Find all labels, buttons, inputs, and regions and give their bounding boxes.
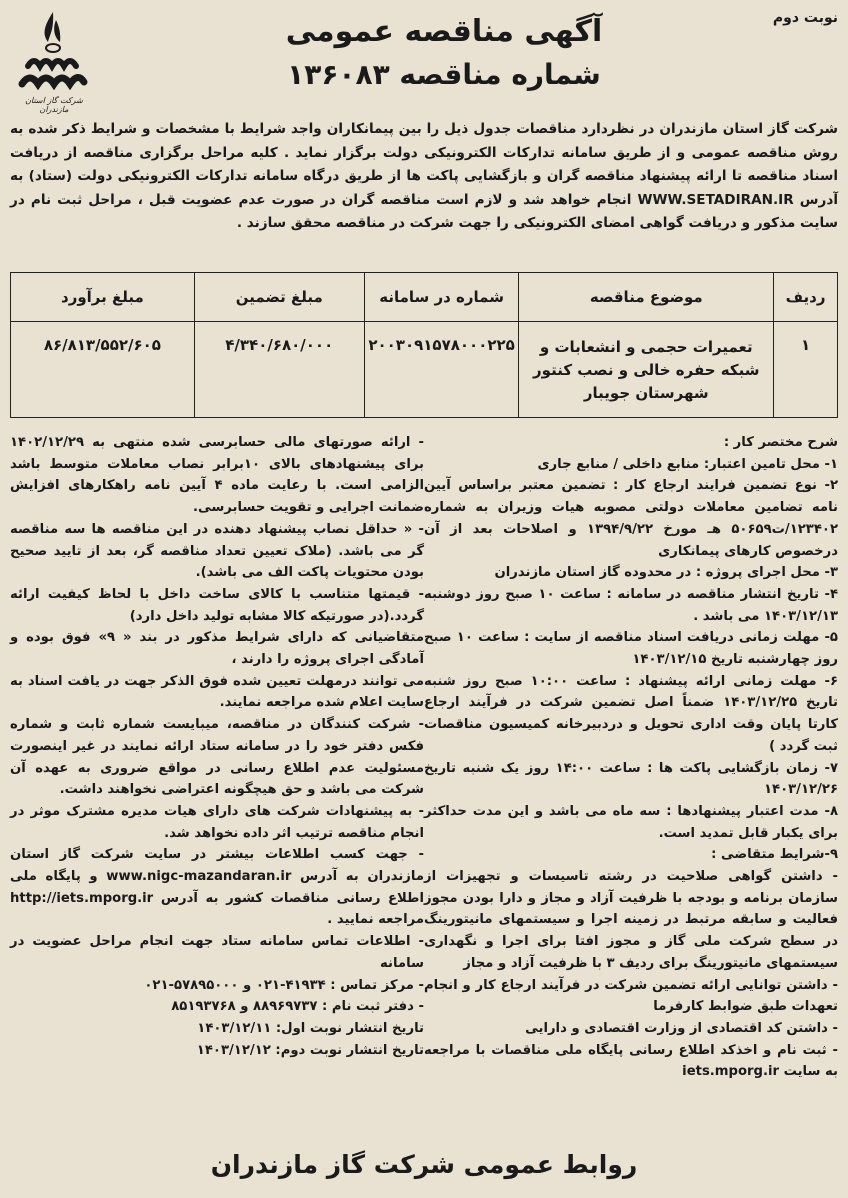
list-item: تاریخ انتشار نوبت اول: ۱۴۰۳/۱۲/۱۱: [197, 1020, 424, 1036]
list-item: - اطلاعات تماس سامانه ستاد جهت انجام مراحل عضویت در سامانه: [10, 934, 424, 971]
list-item: - شرکت کنندگان در مناقصه، میبایست شماره ثابت و شماره فکس دفتر خود را در سامانه ستاد ارائه نمایند در غیر اینصورت مسئولیت عدم اطلاع رسانی در مواقع ضروری به عهده آن شرکت می باشد و حق هیچگونه اعتراضی نخواهند داشت.: [10, 717, 424, 798]
footer-signature: روابط عمومی شرکت گاز مازندران: [210, 1150, 638, 1179]
list-item: ۴- تاریخ انتشار مناقصه در سامانه : ساعت ۱۰ صبح روز دوشنبه ۱۴۰۳/۱۲/۱۳ می باشد .: [424, 586, 839, 624]
list-item: - ارائه صورتهای مالی حسابرسی شده منتهی به ۱۴۰۲/۱۲/۲۹ برای پیشنهادهای بالای ۱۰برابر نصاب معاملات متوسط باشد الزامی است. با رعایت ماده ۴ آیین نامه راهکارهای افزایش ضمانت اجرایی و تقویت حسابرسی.: [10, 435, 425, 516]
header-guarantee: مبلغ تضمین: [194, 273, 364, 322]
list-item: - داشتن توانایی ارائه تضمین شرکت در فرآیند ارجاع کار و انجام تعهدات طبق ضوابط کارفرما: [424, 977, 838, 1015]
cell-estimate: ۸۶/۸۱۳/۵۵۲/۶۰۵: [11, 322, 195, 418]
list-item: ۳- محل اجرای پروژه : در محدوده گاز استان مازندران: [494, 565, 838, 581]
list-item: - داشتن گواهی صلاحیت در رشته تاسیسات و تجهیزات از سازمان برنامه و بودجه با ظرفیت آزاد و مجاز و دارا بودن مجوز فعالیت و سابقه مرتبط در زمینه اجرا و سیستمهای مانیتورینگ در سطح شرکت ملی گاز و مجوز افتا برای اجرا و نگهداری سیستمهای مانیتورینگ برای ردیف ۳ با ظرفیت آزاد و مجاز: [424, 869, 838, 971]
list-item: ۷- زمان بازگشایی پاکت ها : ساعت ۱۴:۰۰ روز یک شنبه تاریخ ۱۴۰۳/۱۲/۲۶: [424, 760, 838, 798]
list-item: ۸- مدت اعتبار پیشنهادها : سه ماه می باشد و این مدت حداکثر برای یکبار قابل تمدید است.: [424, 803, 838, 841]
list-item: می توانند درمهلت تعیین شده فوق الذکر جهت در یافت اسناد به سایت اعلام شده مراجعه نمایند.: [10, 673, 424, 711]
header-system-number: شماره در سامانه: [364, 273, 519, 322]
table-row: [11, 322, 838, 418]
logo-caption: شرکت گاز استان مازندران: [25, 96, 83, 114]
list-item: - قیمتها متناسب با کالای ساخت داخل با لحاظ کیفیت ارائه گردد.(در صورتیکه کالا مشابه تولید داخل دارد): [10, 586, 424, 624]
publication-round: نوبت دوم: [772, 10, 838, 26]
list-item: ۶- مهلت زمانی ارائه پیشنهاد : ساعت ۱۰:۰۰ صبح روز شنبه تاریخ ۱۴۰۳/۱۲/۲۵ ضمناً اصل تضمین شرکت در فرآیند ارجاع کارتا پایان وقت اداری تحویل و دردبیرخانه کمیسیون مناقصات ثبت گردد ): [424, 673, 838, 754]
list-item: متقاضیانی که دارای شرایط مذکور در بند « ۹» فوق بوده و آمادگی اجرای پروژه را دارند ،: [10, 630, 424, 668]
cell-row-number: ۱: [774, 322, 838, 418]
tender-table: [10, 272, 838, 418]
list-item: - به پیشنهادات شرکت های دارای هیات مدیره مشترک موثر در انجام مناقصه ترتیب اثر داده نخواهد شد.: [10, 803, 424, 841]
list-item: ۹-شرایط متقاضی :: [711, 847, 838, 863]
list-item: - دفتر ثبت نام : ۸۸۹۶۹۷۳۷ و ۸۵۱۹۳۷۶۸: [171, 999, 424, 1015]
cell-system-number: ۲۰۰۳۰۹۱۵۷۸۰۰۰۲۲۵: [364, 322, 519, 418]
list-item: ۵- مهلت زمانی دریافت اسناد مناقصه از سایت : ساعت ۱۰ صبح روز چهارشنبه تاریخ ۱۴۰۳/۱۲/۱۵: [424, 630, 838, 668]
tender-table-header-row: [11, 273, 838, 322]
header-row-number: ردیف: [774, 273, 838, 322]
tender-number: شماره مناقصه ۱۳۶۰۸۳: [287, 58, 601, 91]
header-subject: موضوع مناقصه: [519, 273, 774, 322]
notice-title: آگهی مناقصه عمومی: [285, 14, 603, 49]
list-item: شرح مختصر کار :: [723, 435, 838, 450]
conditions-column: [10, 432, 424, 1061]
intro-paragraph: شرکت گاز استان مازندران در نظردارد مناقصات جدول ذیل را بین پیمانکاران واجد شرایط با مشخصات و شرایط ذکر شده به روش مناقصه عمومی و از طریق سامانه تدارکات الکترونیکی دولت برگزار نماید . کلیه مراحل برگزاری مناقصه از دریافت اسناد مناقصه تا ارائه پیشنهاد مناقصه گران و بازگشایی پاکت ها از طریق درگاه سامانه تدارکات الکترونیکی دولت (ستاد) به آدرس WWW.SETADIRAN.IR انجام خواهد شد و لازم است مناقصه گران در صورت عدم عضویت قبل ، مراحل ثبت نام در سایت مذکور و دریافت گواهی امضای الکترونیکی را جهت شرکت در مناقصه محقق سازند .: [10, 121, 838, 232]
list-item: ۲- نوع تضمین فرایند ارجاع کار : تضمین معتبر براساس آیین نامه تضامین معاملات دولتی مصوبه هیات وزیران به شماره ۱۲۳۴۰۲/ت۵۰۶۵۹ هـ مورخ ۱۳۹۴/۹/۲۲ و اصلاحات بعد از آن درخصوص کارهای پیمانکاری: [424, 478, 838, 559]
cell-guarantee: ۴/۳۴۰/۶۸۰/۰۰۰: [194, 322, 364, 418]
list-item: - ثبت نام و اخذکد اطلاع رسانی پایگاه ملی مناقصات با مراجعه به سایت iets.mporg.ir: [424, 1042, 838, 1080]
header-estimate: مبلغ برآورد: [11, 273, 195, 322]
cell-subject: [519, 322, 774, 418]
work-description-column: [424, 432, 838, 1083]
subject-text: تعمیرات حجمی و انشعابات و شبکه حفره خالی و نصب کنتور شهرستان جویبار: [533, 338, 760, 402]
list-item: - مرکز تماس : ۴۱۹۳۴-۰۲۱ و ۵۷۸۹۵۰۰۰-۰۲۱: [144, 977, 424, 993]
list-item: - داشتن کد اقتصادی از وزارت اقتصادی و دارایی: [525, 1020, 838, 1036]
list-item: تاریخ انتشار نوبت دوم: ۱۴۰۳/۱۲/۱۲: [196, 1042, 424, 1058]
list-item: - جهت کسب اطلاعات بیشتر در سایت شرکت گاز استان مازندران به آدرس www.nigc-mazandaran.ir و پایگاه ملی اطلاع رسانی مناقصات کشور به آدرس http://iets.mporg.ir مراجعه نمایید .: [10, 847, 425, 928]
list-item: ۱- محل تامین اعتبار: منابع داخلی / منابع جاری: [537, 456, 838, 472]
list-item: - « حداقل نصاب پیشنهاد دهنده در این مناقصه ها سه مناقصه گر می باشد. (ملاک تعیین تعداد مناقصه گر، بعد از تایید صحیح بودن محتویات پاکت الف می باشد).: [10, 521, 424, 581]
